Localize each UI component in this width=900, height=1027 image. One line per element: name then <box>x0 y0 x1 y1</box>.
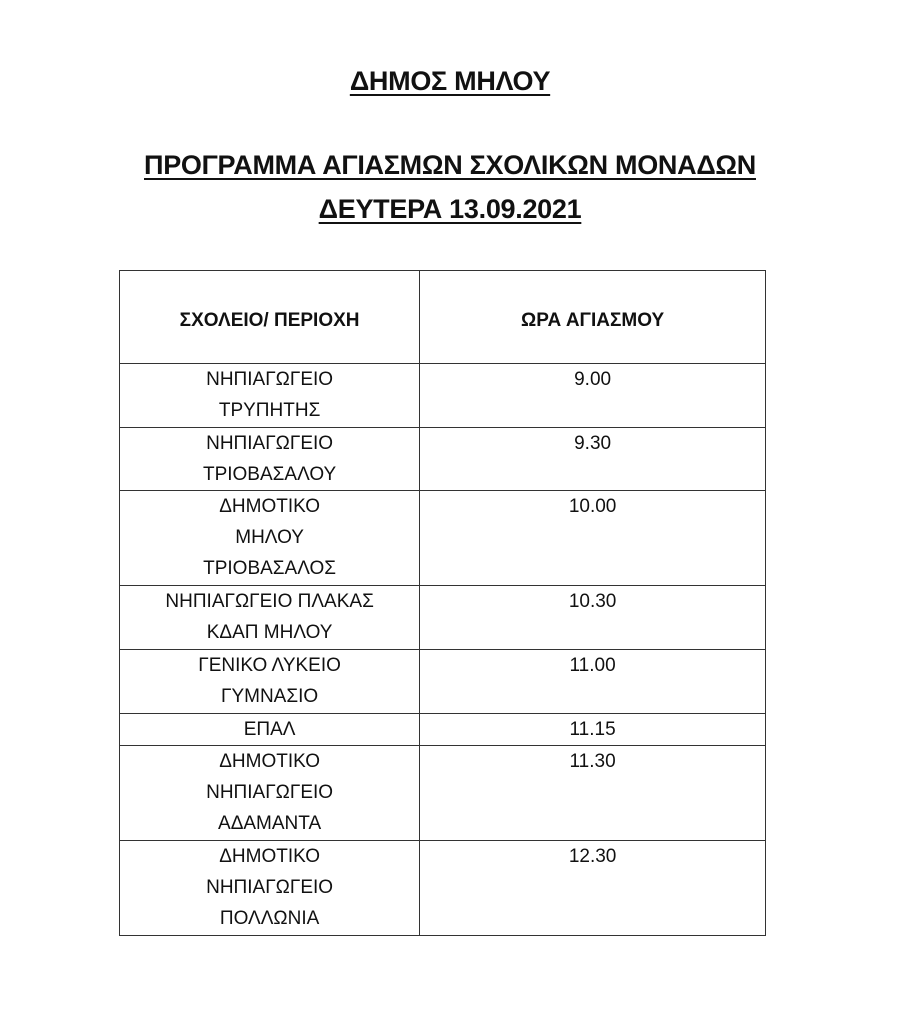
column-header-school: ΣΧΟΛΕΙΟ/ ΠΕΡΙΟΧΗ <box>120 271 420 364</box>
table-header-row <box>120 271 766 364</box>
school-cell: ΝΗΠΙΑΓΩΓΕΙΟ ΤΡΙΟΒΑΣΑΛΟΥ <box>120 428 420 491</box>
time-cell: 9.30 <box>420 428 766 491</box>
table-row <box>120 746 766 841</box>
time-cell: 11.30 <box>420 746 766 841</box>
school-cell: ΝΗΠΙΑΓΩΓΕΙΟ ΠΛΑΚΑΣ ΚΔΑΠ ΜΗΛΟΥ <box>120 586 420 650</box>
table-row <box>120 586 766 650</box>
table-row <box>120 841 766 936</box>
school-cell: ΔΗΜΟΤΙΚΟ ΜΗΛΟΥ ΤΡΙΟΒΑΣΑΛΟΣ <box>120 491 420 586</box>
time-cell: 11.15 <box>420 714 766 746</box>
school-cell: ΕΠΑΛ <box>120 714 420 746</box>
school-cell: ΔΗΜΟΤΙΚΟ ΝΗΠΙΑΓΩΓΕΙΟ ΠΟΛΛΩΝΙΑ <box>120 841 420 936</box>
time-cell: 12.30 <box>420 841 766 936</box>
table-row <box>120 650 766 714</box>
school-cell: ΝΗΠΙΑΓΩΓΕΙΟ ΤΡΥΠΗΤΗΣ <box>120 364 420 428</box>
column-header-time: ΩΡΑ ΑΓΙΑΣΜΟΥ <box>420 271 766 364</box>
table-row <box>120 491 766 586</box>
time-cell: 9.00 <box>420 364 766 428</box>
document-title: ΠΡΟΓΡΑΜΜΑ ΑΓΙΑΣΜΩΝ ΣΧΟΛΙΚΩΝ ΜΟΝΑΔΩΝ <box>144 150 756 180</box>
document-date: ΔΕΥΤΕΡΑ 13.09.2021 <box>318 194 582 224</box>
table-row <box>120 714 766 746</box>
time-cell: 10.30 <box>420 586 766 650</box>
time-cell: 11.00 <box>420 650 766 714</box>
table-row <box>120 428 766 491</box>
school-cell: ΓΕΝΙΚΟ ΛΥΚΕΙΟ ΓΥΜΝΑΣΙΟ <box>120 650 420 714</box>
table-row <box>120 364 766 428</box>
blessing-schedule-table <box>119 270 766 936</box>
school-cell: ΔΗΜΟΤΙΚΟ ΝΗΠΙΑΓΩΓΕΙΟ ΑΔΑΜΑΝΤΑ <box>120 746 420 841</box>
municipality-heading: ΔΗΜΟΣ ΜΗΛΟΥ <box>349 66 551 96</box>
time-cell: 10.00 <box>420 491 766 586</box>
